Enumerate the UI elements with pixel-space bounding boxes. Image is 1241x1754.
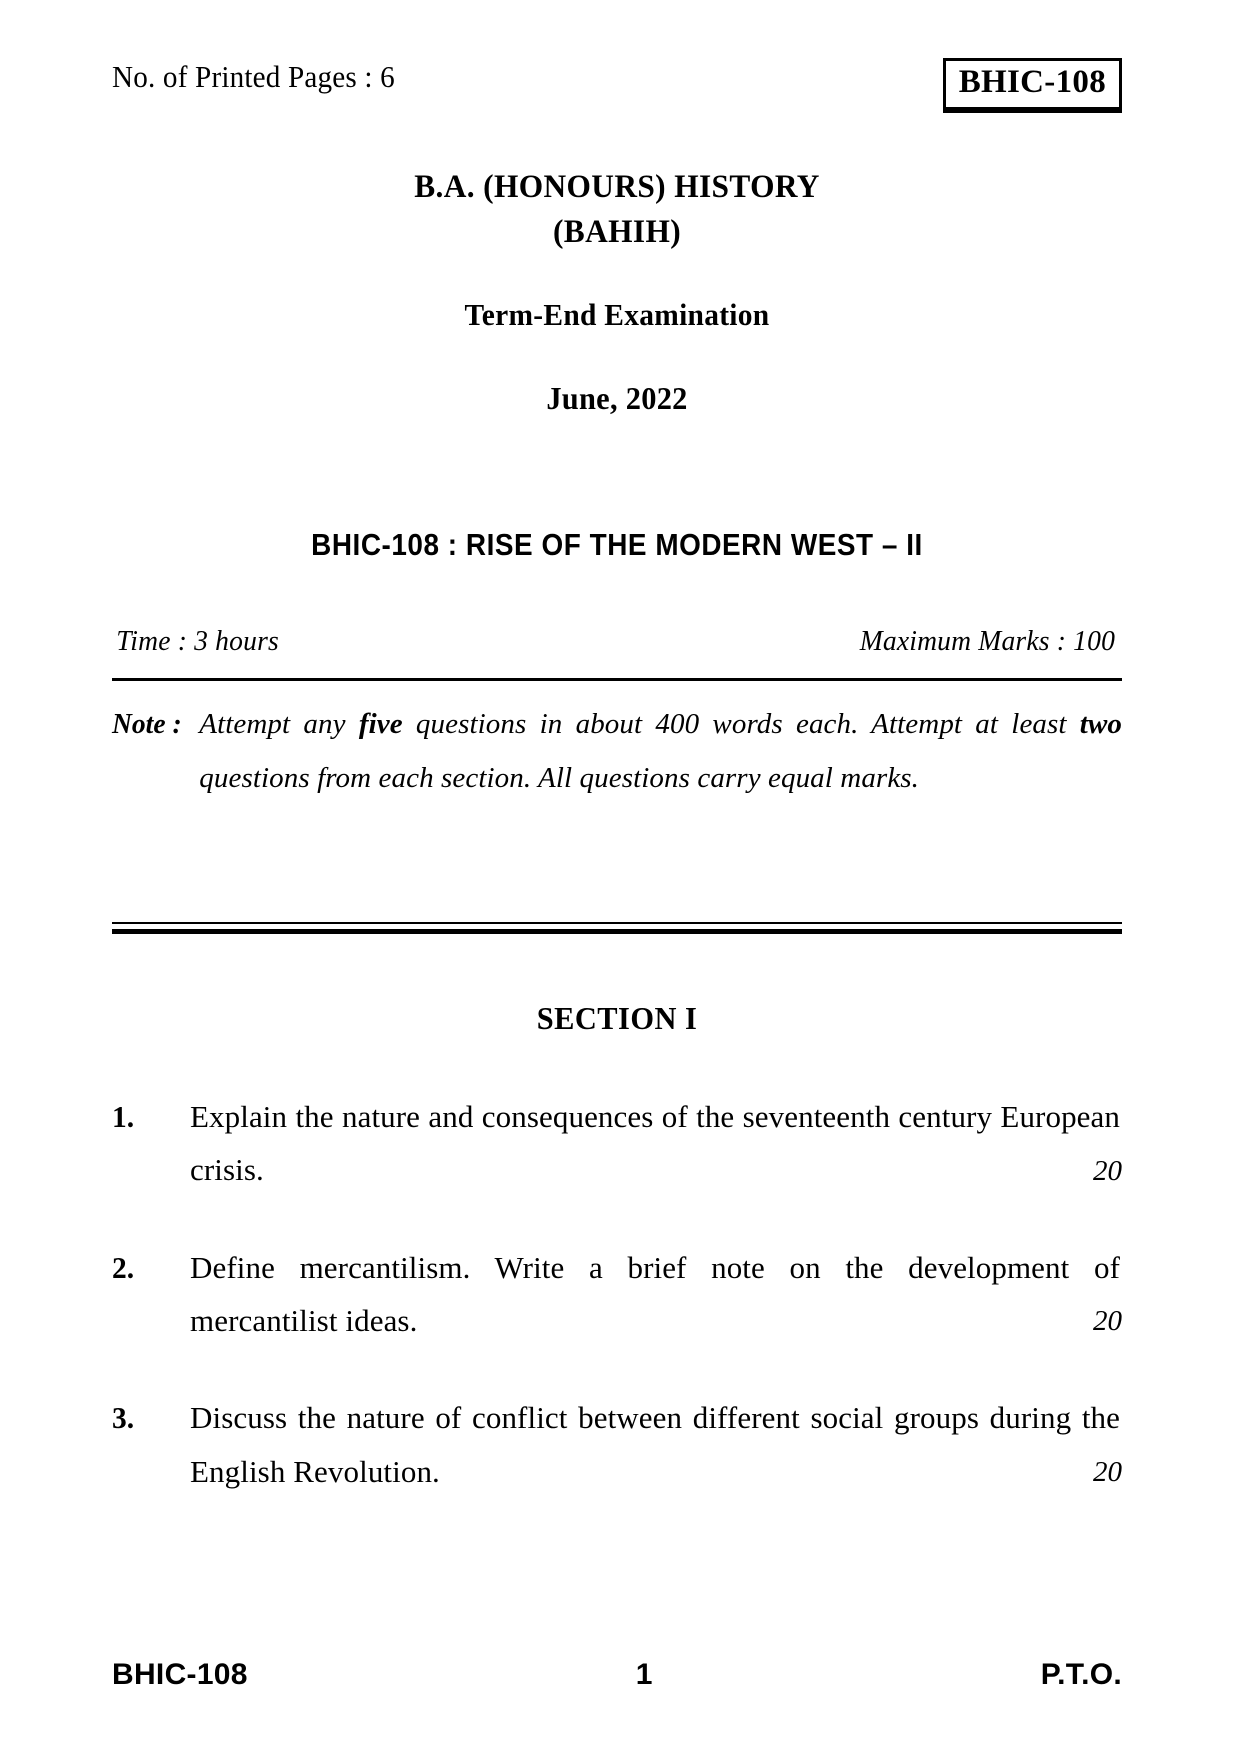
question-number: 2. (112, 1249, 135, 1285)
footer-page-number: 1 (635, 1658, 653, 1691)
programme-title-line2: (BAHIH) (552, 213, 682, 250)
question-body (190, 1090, 1122, 1197)
question-body (190, 1241, 1122, 1348)
page-footer (112, 1658, 1122, 1692)
question-item (112, 1391, 1122, 1498)
note-text-part2: questions in about 400 words each. Attempt at least (402, 708, 1080, 740)
note-block (112, 698, 1122, 805)
exam-time-label: Time : 3 hours (116, 625, 279, 657)
note-text (199, 698, 1122, 805)
course-title: BHIC-108 : RISE OF THE MODERN WEST – II (311, 527, 923, 562)
question-body (190, 1391, 1122, 1498)
question-text: Define mercantilism. Write a brief note on the development of mercantilist ideas. (190, 1249, 1120, 1338)
question-number: 1. (112, 1099, 135, 1134)
section-heading: SECTION I (536, 1000, 698, 1036)
question-marks: 20 (1093, 1456, 1122, 1488)
header-row (112, 58, 1122, 110)
question-text: Explain the nature and consequences of the seventeenth century European crisis. (190, 1099, 1120, 1188)
exam-info-row (112, 625, 1122, 658)
divider-rule-double (112, 922, 1122, 924)
question-item (112, 1090, 1122, 1197)
question-marks: 20 (1093, 1305, 1122, 1338)
note-bold-two: two (1079, 708, 1122, 740)
note-text-part1: Attempt any (199, 708, 359, 740)
question-marks: 20 (1093, 1154, 1122, 1187)
question-text: Discuss the nature of conflict between different social groups during the English Revolution. (190, 1400, 1120, 1489)
title-block (112, 165, 1122, 417)
note-text-part3: questions from each section. All questions carry equal marks. (199, 761, 920, 794)
exam-type-title: Term-End Examination (464, 296, 770, 332)
divider-rule-top (112, 678, 1122, 681)
programme-title-line1: B.A. (HONOURS) HISTORY (414, 169, 820, 205)
question-number: 3. (112, 1400, 135, 1436)
question-item (112, 1241, 1122, 1348)
exam-session-title: June, 2022 (546, 379, 688, 416)
paper-code-box: BHIC-108 (943, 58, 1122, 110)
footer-pto-label: P.T.O. (1040, 1658, 1122, 1691)
footer-paper-code: BHIC-108 (112, 1658, 248, 1691)
question-list (112, 1090, 1122, 1542)
note-bold-five: five (358, 708, 403, 740)
printed-pages-label: No. of Printed Pages : 6 (112, 59, 395, 94)
exam-max-marks-label: Maximum Marks : 100 (859, 625, 1116, 657)
note-label: Note : (112, 708, 182, 740)
